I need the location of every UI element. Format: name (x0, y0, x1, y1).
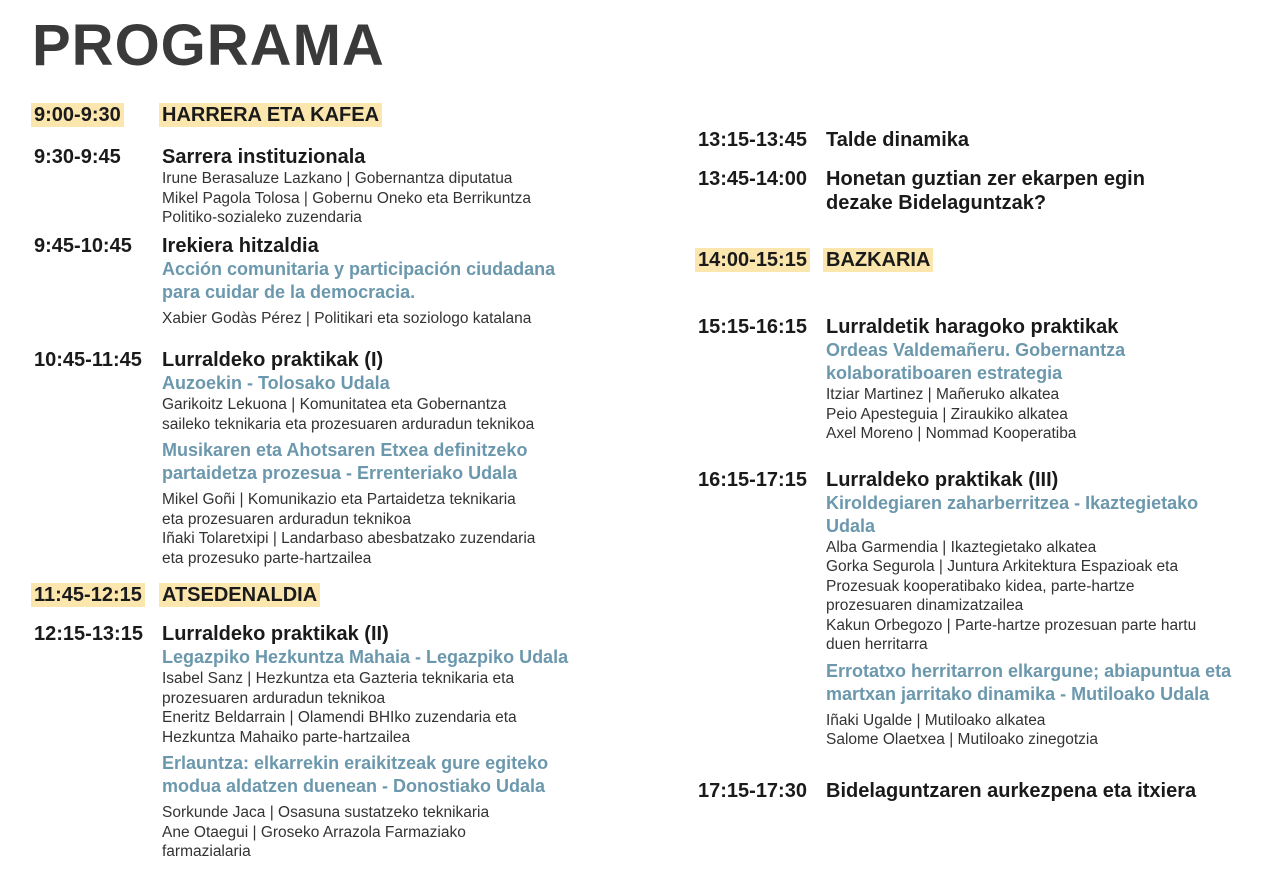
slot-body (159, 348, 631, 568)
session-title: modua aldatzen duenean - Donostiako Udala (162, 776, 546, 796)
speaker-line: Irune Berasaluze Lazkano | Gobernantza diputatua (162, 170, 513, 187)
slot-heading: Lurraldeko praktikak (II) (162, 623, 389, 645)
speaker-line: Itziar Martinez | Mañeruko alkatea (826, 386, 1060, 403)
slot-body (159, 103, 631, 127)
slot-heading: BAZKARIA (823, 248, 933, 272)
session-title: Erlauntza: elkarrekin eraikitzeak gure egiteko (162, 753, 549, 773)
speaker-line: Eneritz Beldarrain | Olamendi BHIko zuzendaria eta (162, 709, 517, 726)
slot-heading-line: Honetan guztian zer ekarpen egin (826, 168, 1145, 190)
speaker-line: Isabel Sanz | Hezkuntza eta Gazteria teknikaria eta (162, 670, 515, 687)
speaker-line: duen herritarra (826, 636, 928, 653)
session-title: martxan jarritako dinamika - Mutiloako Udala (826, 683, 1210, 704)
slot-time-cell (695, 248, 823, 272)
speaker-line: Politiko-sozialeko zuzendaria (162, 209, 362, 226)
slot-body (823, 167, 1275, 215)
slot-heading: Lurraldeko praktikak (III) (826, 468, 1059, 491)
slot-heading: Bidelaguntzaren aurkezpena eta itxiera (826, 779, 1197, 802)
schedule-slot (695, 167, 1275, 215)
slot-time: 14:00-15:15 (695, 248, 810, 272)
slot-time-cell (31, 583, 159, 607)
slot-heading: HARRERA ETA KAFEA (159, 103, 382, 127)
schedule-slot (31, 234, 631, 329)
slot-time-cell (31, 622, 159, 646)
slot-time: 13:45-14:00 (698, 168, 807, 190)
slot-body (823, 779, 1275, 803)
schedule-column-left (31, 103, 631, 862)
speaker-line: Iñaki Ugalde | Mutiloako alkatea (826, 711, 1046, 729)
speaker-line: Axel Moreno | Nommad Kooperatiba (826, 425, 1077, 442)
session-title: Ordeas Valdemañeru. Gobernantza (826, 340, 1126, 360)
slot-body (159, 622, 631, 862)
slot-body (823, 315, 1275, 444)
session-title: kolaboratiboaren estrategia (826, 363, 1063, 383)
session-title: partaidetza prozesua - Errenteriako Udala (162, 463, 518, 483)
speaker-line: eta prozesuko parte-hartzailea (162, 549, 372, 567)
speaker-line: Mikel Pagola Tolosa | Gobernu Oneko eta Berrikuntza (162, 189, 532, 207)
speaker-line: eta prozesuaren arduradun teknikoa (162, 510, 412, 528)
slot-time: 9:45-10:45 (34, 234, 132, 257)
session-title: Auzoekin - Tolosako Udala (162, 373, 390, 393)
slot-body (823, 468, 1275, 750)
schedule-slot (695, 315, 1275, 444)
speaker-line: Sorkunde Jaca | Osasuna sustatzeko teknikaria (162, 804, 490, 821)
speaker-line: Garikoitz Lekuona | Komunitatea eta Gobernantza (162, 396, 507, 413)
schedule-slot (695, 468, 1275, 750)
slot-heading: Lurraldeko praktikak (I) (162, 349, 384, 371)
speaker-line: Ane Otaegui | Groseko Arrazola Farmaziako (162, 823, 466, 841)
slot-time: 16:15-17:15 (698, 468, 807, 491)
slot-time-cell (31, 145, 159, 169)
session-title: Errotatxo herritarron elkargune; abiapuntua eta (826, 660, 1232, 681)
slot-body (823, 128, 1275, 152)
schedule-slot (695, 248, 1275, 272)
speaker-line: Alba Garmendia | Ikaztegietako alkatea (826, 538, 1097, 556)
session-title: para cuidar de la democracia. (162, 281, 416, 302)
speaker-line: Kakun Orbegozo | Parte-hartze prozesuan parte hartu (826, 616, 1197, 634)
slot-time-cell (31, 103, 159, 127)
schedule-slot (695, 779, 1275, 803)
session-title: Musikaren eta Ahotsaren Etxea definitzeko (162, 440, 528, 460)
slot-heading: ATSEDENALDIA (159, 583, 320, 607)
session-title: Kiroldegiaren zaharberritzea - Ikaztegietako (826, 492, 1199, 513)
session-title: Acción comunitaria y participación ciudadana (162, 258, 556, 279)
speaker-line: Prozesuak kooperatibako kidea, parte-hartze (826, 577, 1135, 595)
schedule-slot (31, 622, 631, 862)
speaker-line: Salome Olaetxea | Mutiloako zinegotzia (826, 731, 1098, 748)
slot-heading: Irekiera hitzaldia (162, 234, 319, 257)
schedule-slot (31, 145, 631, 228)
slot-time-cell (31, 348, 159, 372)
slot-time: 9:00-9:30 (31, 103, 124, 127)
slot-time-cell (695, 167, 823, 191)
speaker-line: Xabier Godàs Pérez | Politikari eta soziologo katalana (162, 309, 532, 327)
speaker-line: Iñaki Tolaretxipi | Landarbaso abesbatzako zuzendaria (162, 530, 536, 547)
speaker-line: prozesuaren dinamizatzailea (826, 597, 1024, 614)
slot-heading: Talde dinamika (826, 129, 970, 151)
slot-time: 9:30-9:45 (34, 146, 121, 168)
slot-time: 13:15-13:45 (698, 129, 807, 151)
slot-time-cell (695, 315, 823, 339)
slot-body (823, 248, 1275, 272)
slot-body (159, 234, 631, 329)
slot-time: 10:45-11:45 (34, 349, 142, 371)
page-title: PROGRAMA (32, 13, 385, 78)
slot-heading-line: dezake Bidelaguntzak? (826, 192, 1047, 214)
slot-body (159, 583, 631, 607)
slot-time-cell (31, 234, 159, 258)
slot-heading: Sarrera instituzionala (162, 146, 366, 168)
slot-time: 17:15-17:30 (698, 779, 807, 802)
slot-time: 12:15-13:15 (34, 623, 143, 645)
slot-time-cell (695, 779, 823, 803)
speaker-line: saileko teknikaria eta prozesuaren arduradun teknikoa (162, 415, 535, 433)
speaker-line: Mikel Goñi | Komunikazio eta Partaidetza teknikaria (162, 491, 516, 508)
slot-heading: Lurraldetik haragoko praktikak (826, 316, 1119, 338)
slot-time-cell (695, 468, 823, 492)
slot-body (159, 145, 631, 228)
schedule-slot (31, 583, 631, 607)
speaker-line: farmazialaria (162, 843, 251, 860)
speaker-line: prozesuaren arduradun teknikoa (162, 689, 386, 707)
slot-time-cell (695, 128, 823, 152)
session-title: Udala (826, 515, 876, 536)
schedule-slot (695, 128, 1275, 152)
session-title: Legazpiko Hezkuntza Mahaia - Legazpiko Udala (162, 647, 569, 667)
speaker-line: Gorka Segurola | Juntura Arkitektura Espazioak eta (826, 558, 1179, 575)
slot-time: 11:45-12:15 (31, 583, 145, 607)
speaker-line: Hezkuntza Mahaiko parte-hartzailea (162, 728, 411, 746)
slot-time: 15:15-16:15 (698, 316, 807, 338)
schedule-column-right (695, 128, 1275, 803)
schedule-slot (31, 103, 631, 127)
speaker-line: Peio Apesteguia | Ziraukiko alkatea (826, 405, 1068, 423)
schedule-slot (31, 348, 631, 568)
